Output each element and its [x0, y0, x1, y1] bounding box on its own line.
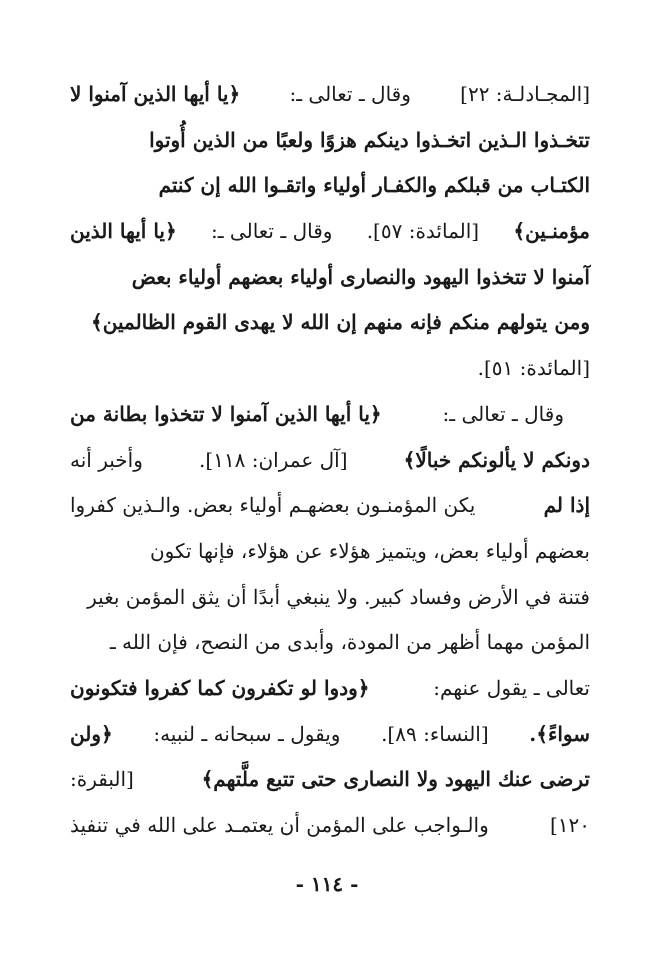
citation-baqara-number: ١٢٠] — [549, 813, 590, 837]
citation-maida-57: [المائدة: ٥٧]. — [366, 219, 480, 244]
body-text: تعالى ـ يقول عنهم: — [433, 675, 590, 700]
page-number: - ١١٤ - — [295, 872, 359, 896]
text-line-4 — [70, 209, 590, 255]
text-line-11 — [70, 529, 590, 575]
text-line-13 — [70, 620, 590, 666]
quran-quote: الكتـاب من قبلكم والكفـار أولياء واتقـوا الله إن كنتم — [158, 173, 590, 198]
quran-quote: مؤمنـين﴾ — [513, 219, 590, 244]
text-line-12 — [70, 575, 590, 621]
text-line-10 — [70, 483, 590, 529]
quran-quote: سواءً﴾. — [529, 721, 590, 746]
citation-maida-51: [المائدة: ٥١]. — [477, 356, 590, 381]
quran-quote: ومن يتولهم منكم فإنه منهم إن الله لا يهدى القوم الظالمين﴾ — [91, 310, 590, 335]
text-line-1 — [70, 72, 590, 118]
text-line-7 — [70, 346, 590, 392]
body-text: يكن المؤمنـون بعضهـم أولياء بعض. والـذين كفروا — [70, 493, 476, 518]
citation-baqara: [البقرة: — [70, 767, 134, 792]
quran-quote: آمنوا لا تتخذوا اليهود والنصارى أولياء بعضهم أولياء بعض — [131, 264, 590, 289]
text-line-14 — [70, 666, 590, 712]
text-line-6 — [70, 300, 590, 346]
quran-quote: ترضى عنك اليهود ولا النصارى حتى تتبع ملَّتهم﴾ — [201, 767, 590, 792]
text-line-3 — [70, 163, 590, 209]
body-text: بعضهم أولياء بعض، ويتميز هؤلاء عن هؤلاء، فإنها تكون — [149, 538, 590, 563]
quran-quote: ﴿يا أيها الذين آمنوا لا — [70, 82, 241, 106]
text-line-9 — [70, 438, 590, 484]
body-text: فتنة في الأرض وفساد كبير. ولا ينبغي أبدًا أن يثق المؤمن بغير — [87, 584, 590, 609]
body-text: ويقول ـ سبحانه ـ لنبيه: — [153, 721, 341, 746]
text-line-15 — [70, 712, 590, 758]
quran-quote: ﴿ودوا لو تكفرون كما كفروا فتكونون — [70, 675, 370, 700]
quran-quote: تتخـذوا الـذين اتخـذوا دينكم هزوًا ولعبًا من الذين أُوتوا — [149, 127, 590, 152]
citation-nisa: [النساء: ٨٩]. — [381, 721, 489, 746]
text-line-16 — [70, 757, 590, 803]
narration-text: وقال ـ تعالى ـ: — [210, 219, 333, 244]
emphasis-text: إذا لم — [543, 493, 590, 518]
text-line-5 — [70, 255, 590, 301]
citation-mujadala: [المجـادلـة: ٢٢] — [460, 82, 590, 106]
text-line-17 — [70, 803, 590, 849]
page-body — [70, 72, 590, 849]
quran-quote: دونكم لا يألونكم خبالًا﴾ — [403, 447, 590, 472]
body-text: المؤمن مهما أظهر من المودة، وأبدى من النصح، فإن الله ـ — [109, 630, 590, 655]
narration-text: وقال ـ تعالى ـ: — [289, 82, 411, 106]
citation-al-imran: [آل عمران: ١١٨]. — [198, 447, 348, 472]
quran-quote: ﴿ولن — [70, 721, 113, 746]
body-text: والـواجب على المؤمن أن يعتمـد على الله في تنفيذ — [70, 813, 489, 837]
body-text: وأخبر أنه — [70, 447, 143, 472]
text-line-8 — [70, 392, 590, 438]
quran-quote: ﴿يا أيها الذين آمنوا لا تتخذوا بطانة من — [70, 401, 382, 426]
narration-text: وقال ـ تعالى ـ: — [442, 401, 564, 426]
text-line-2 — [70, 118, 590, 164]
quran-quote: ﴿يا أيها الذين — [70, 219, 177, 244]
